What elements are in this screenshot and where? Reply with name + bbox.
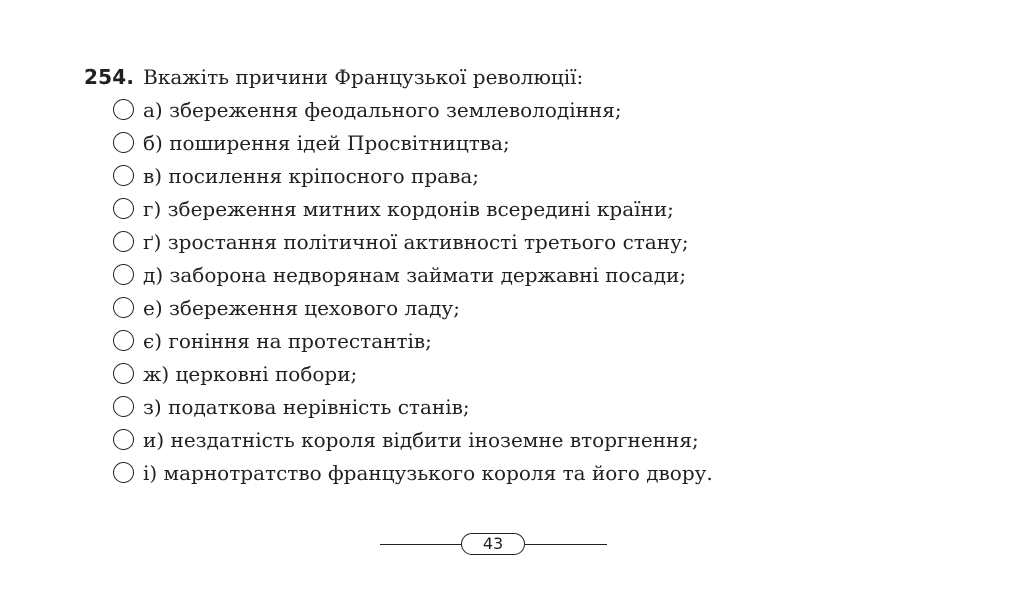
answer-option-y bbox=[113, 423, 1014, 456]
answer-options-list bbox=[84, 93, 1014, 489]
answer-option-h bbox=[113, 192, 1014, 225]
answer-option-text: і) марнотратство французького короля та його двору. bbox=[143, 460, 713, 485]
answer-option-text: в) посилення кріпосного права; bbox=[143, 163, 479, 188]
answer-option-d bbox=[113, 258, 1014, 291]
task-question: Вкажіть причини Французької революції: bbox=[143, 64, 584, 89]
answer-option-text: з) податкова нерівність станів; bbox=[143, 394, 470, 419]
answer-option-text: и) нездатність короля відбити іноземне вторгнення; bbox=[143, 427, 699, 452]
answer-checkbox[interactable] bbox=[113, 264, 134, 285]
answer-option-g bbox=[113, 225, 1014, 258]
answer-option-zh bbox=[113, 357, 1014, 390]
answer-option-b bbox=[113, 126, 1014, 159]
answer-checkbox[interactable] bbox=[113, 198, 134, 219]
task-header bbox=[84, 60, 1014, 93]
answer-option-text: б) поширення ідей Просвітництва; bbox=[143, 130, 510, 155]
answer-option-a bbox=[113, 93, 1014, 126]
answer-option-z bbox=[113, 390, 1014, 423]
answer-option-v bbox=[113, 159, 1014, 192]
task-254 bbox=[84, 60, 1014, 489]
answer-checkbox[interactable] bbox=[113, 429, 134, 450]
answer-checkbox[interactable] bbox=[113, 231, 134, 252]
answer-checkbox[interactable] bbox=[113, 330, 134, 351]
answer-option-text: е) збереження цехового ладу; bbox=[143, 295, 460, 320]
answer-option-text: д) заборона недворянам займати державні посади; bbox=[143, 262, 687, 287]
footer-divider-left bbox=[380, 544, 462, 545]
answer-checkbox[interactable] bbox=[113, 396, 134, 417]
answer-checkbox[interactable] bbox=[113, 297, 134, 318]
answer-checkbox[interactable] bbox=[113, 462, 134, 483]
task-number: 254. bbox=[84, 64, 135, 89]
footer-divider-right bbox=[525, 544, 607, 545]
answer-option-ye bbox=[113, 324, 1014, 357]
answer-checkbox[interactable] bbox=[113, 165, 134, 186]
answer-option-text: ґ) зростання політичної активності третього стану; bbox=[143, 229, 689, 254]
answer-checkbox[interactable] bbox=[113, 132, 134, 153]
answer-option-text: а) збереження феодального землеволодіння; bbox=[143, 97, 622, 122]
answer-option-e bbox=[113, 291, 1014, 324]
answer-option-text: г) збереження митних кордонів всередині країни; bbox=[143, 196, 674, 221]
answer-checkbox[interactable] bbox=[113, 99, 134, 120]
page-footer bbox=[380, 533, 607, 555]
answer-option-text: ж) церковні побори; bbox=[143, 361, 358, 386]
page-number: 43 bbox=[461, 533, 525, 555]
answer-option-text: є) гоніння на протестантів; bbox=[143, 328, 432, 353]
answer-option-i bbox=[113, 456, 1014, 489]
answer-checkbox[interactable] bbox=[113, 363, 134, 384]
